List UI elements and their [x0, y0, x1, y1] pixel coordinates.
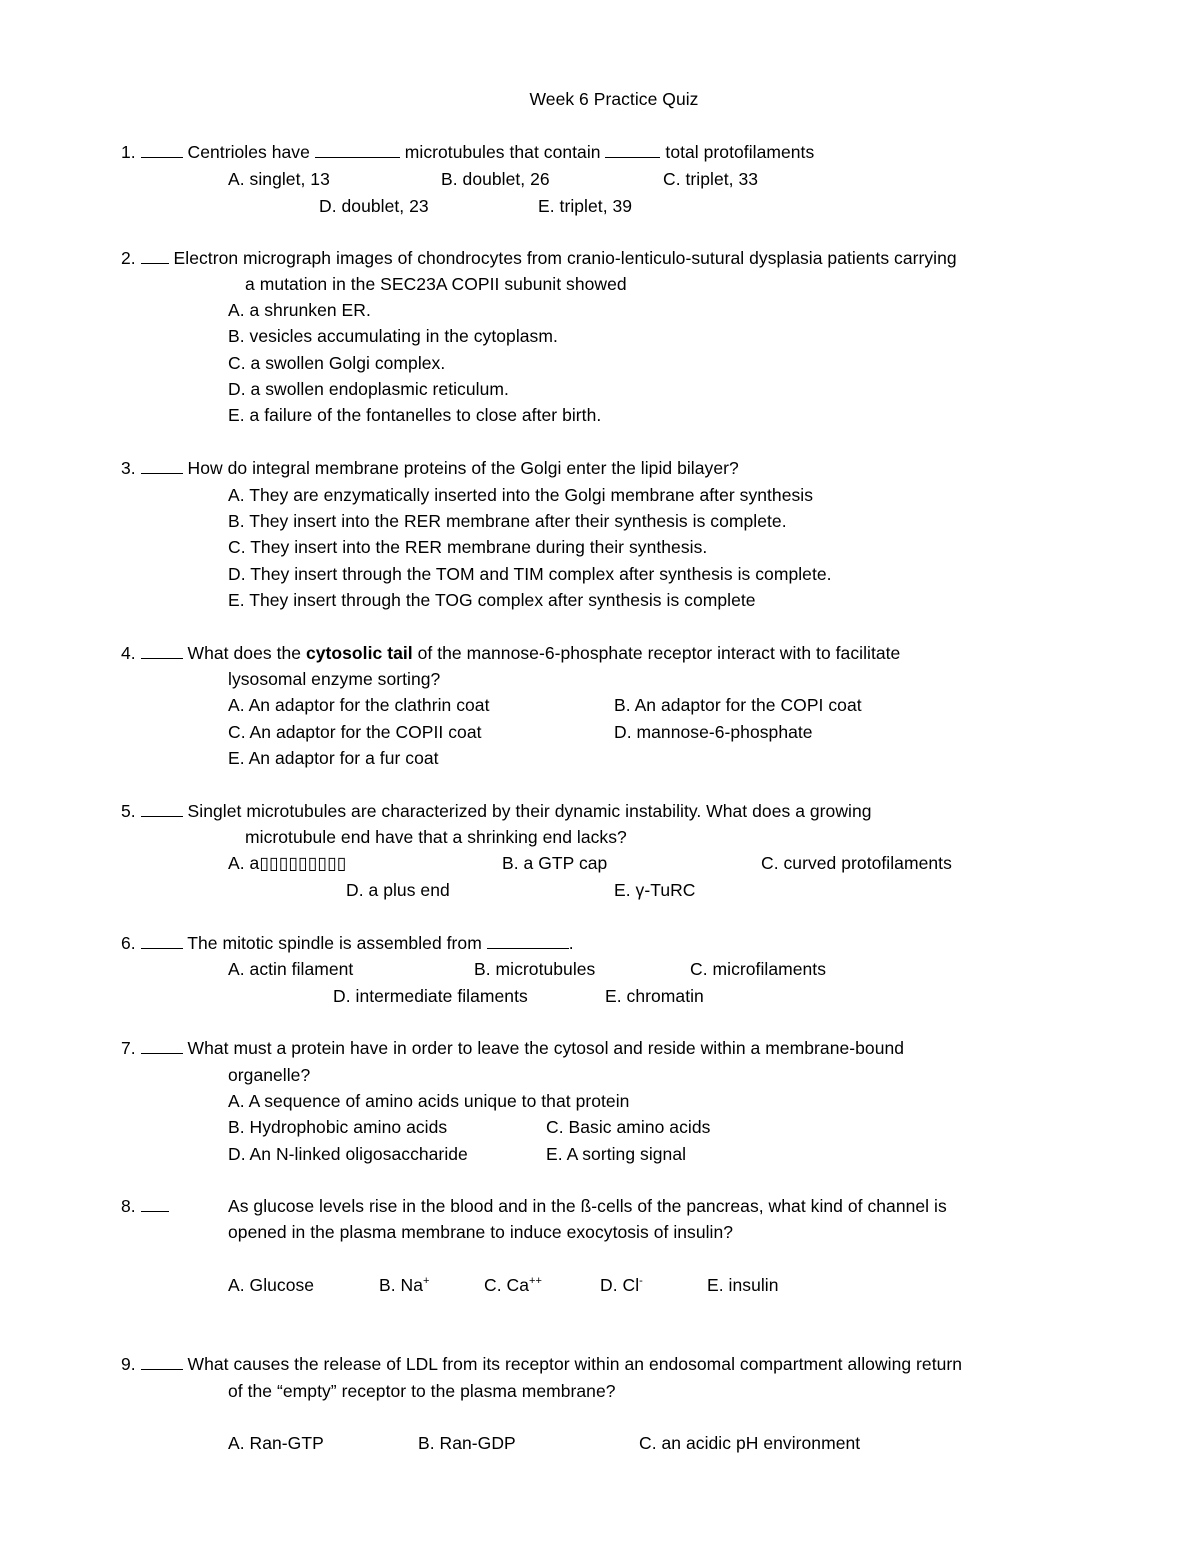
option: C. an acidic pH environment [639, 1433, 861, 1453]
question-3 [121, 457, 739, 479]
question-2 [121, 247, 957, 269]
question-text: Electron micrograph images of chondrocytes from cranio-lenticulo-sutural dysplasia patients carrying [173, 248, 957, 268]
question-text: microtubule end have that a shrinking end lacks? [245, 827, 627, 847]
fill-blank [487, 933, 569, 949]
question-text: opened in the plasma membrane to induce exocytosis of insulin? [228, 1222, 734, 1242]
question-text: a mutation in the SEC23A COPII subunit showed [245, 274, 627, 294]
question-number: 5. [121, 801, 136, 821]
question-text: of the “empty” receptor to the plasma membrane? [228, 1381, 616, 1401]
answer-blank [141, 1038, 183, 1054]
question-text: Centrioles have [187, 142, 310, 162]
question-text: What must a protein have in order to leave the cytosol and reside within a membrane-bound [187, 1038, 905, 1058]
question-text: microtubules that contain [404, 142, 601, 162]
option: D. They insert through the TOM and TIM complex after synthesis is complete. [228, 564, 832, 584]
superscript: + [423, 1275, 430, 1287]
question-number: 6. [121, 933, 136, 953]
option: B. They insert into the RER membrane after their synthesis is complete. [228, 511, 787, 531]
question-7 [121, 1037, 904, 1059]
superscript: - [639, 1275, 643, 1287]
question-number: 3. [121, 458, 136, 478]
option: B. a GTP cap [502, 853, 608, 873]
option: B. vesicles accumulating in the cytoplasm. [228, 326, 558, 346]
option: A. singlet, 13 [228, 169, 330, 189]
option: C. An adaptor for the COPII coat [228, 722, 482, 742]
option: D. a plus end [346, 880, 450, 900]
question-6 [121, 932, 574, 954]
answer-blank [141, 1354, 183, 1370]
option [379, 1274, 430, 1296]
question-number: 9. [121, 1354, 136, 1374]
question-text: total protofilaments [665, 142, 815, 162]
emphasis-text: cytosolic tail [305, 643, 413, 663]
question-number: 4. [121, 643, 136, 663]
option: C. a swollen Golgi complex. [228, 353, 446, 373]
option: E. insulin [707, 1275, 779, 1295]
option: A. An adaptor for the clathrin coat [228, 695, 490, 715]
page-title: Week 6 Practice Quiz [529, 89, 699, 109]
question-text: What does the [187, 643, 302, 663]
option: D. a swollen endoplasmic reticulum. [228, 379, 509, 399]
option: D. doublet, 23 [319, 196, 429, 216]
question-text: lysosomal enzyme sorting? [228, 669, 441, 689]
question-text: The mitotic spindle is assembled from [187, 933, 482, 953]
option-text: D. Cl [600, 1275, 640, 1295]
question-8 [121, 1195, 169, 1217]
answer-blank [141, 643, 183, 659]
option: E. A sorting signal [546, 1144, 687, 1164]
question-text: Singlet microtubules are characterized by their dynamic instability. What does a growing [187, 801, 872, 821]
option: A. a shrunken ER. [228, 300, 371, 320]
question-text: of the mannose-6-phosphate receptor interact with to facilitate [417, 643, 901, 663]
question-text: organelle? [228, 1065, 311, 1085]
question-text: What causes the release of LDL from its receptor within an endosomal compartment allowing return [187, 1354, 963, 1374]
option-text: B. Na [379, 1275, 424, 1295]
option: E. They insert through the TOG complex after synthesis is complete [228, 590, 756, 610]
option: C. Basic amino acids [546, 1117, 711, 1137]
question-text: How do integral membrane proteins of the Golgi enter the lipid bilayer? [187, 458, 739, 478]
option: C. They insert into the RER membrane during their synthesis. [228, 537, 708, 557]
option: B. Hydrophobic amino acids [228, 1117, 448, 1137]
question-number: 7. [121, 1038, 136, 1058]
option: E. γ-TuRC [614, 880, 696, 900]
option: D. intermediate filaments [333, 986, 528, 1006]
option: B. doublet, 26 [441, 169, 550, 189]
question-text: . [568, 933, 574, 953]
option: B. microtubules [474, 959, 596, 979]
option: A. They are enzymatically inserted into the Golgi membrane after synthesis [228, 485, 814, 505]
fill-blank [315, 142, 400, 158]
question-5 [121, 800, 872, 822]
option: A. A sequence of amino acids unique to that protein [228, 1091, 630, 1111]
option [600, 1274, 643, 1296]
question-9 [121, 1353, 962, 1375]
option: A. a▯▯▯▯▯▯▯▯▯ [228, 853, 347, 873]
option: E. chromatin [605, 986, 704, 1006]
option: D. An N-linked oligosaccharide [228, 1144, 468, 1164]
question-number: 1. [121, 142, 136, 162]
answer-blank [141, 458, 183, 474]
option: B. Ran-GDP [418, 1433, 516, 1453]
option: C. microfilaments [690, 959, 827, 979]
option: B. An adaptor for the COPI coat [614, 695, 862, 715]
option: E. An adaptor for a fur coat [228, 748, 439, 768]
answer-blank [141, 933, 183, 949]
answer-blank [141, 1196, 169, 1212]
option: E. triplet, 39 [538, 196, 633, 216]
fill-blank [605, 142, 660, 158]
superscript: ++ [528, 1275, 542, 1287]
option: C. triplet, 33 [663, 169, 759, 189]
option: D. mannose-6-phosphate [614, 722, 813, 742]
question-4 [121, 642, 900, 664]
option-text: C. Ca [484, 1275, 529, 1295]
question-number: 8. [121, 1196, 136, 1216]
option [484, 1274, 542, 1296]
option: C. curved protofilaments [761, 853, 952, 873]
option: A. Ran-GTP [228, 1433, 324, 1453]
answer-blank [141, 248, 169, 264]
question-text: As glucose levels rise in the blood and in the ß-cells of the pancreas, what kind of channel is [228, 1196, 947, 1216]
answer-blank [141, 142, 183, 158]
option: A. Glucose [228, 1275, 315, 1295]
question-1 [121, 141, 814, 163]
question-number: 2. [121, 248, 136, 268]
option: E. a failure of the fontanelles to close after birth. [228, 405, 602, 425]
answer-blank [141, 801, 183, 817]
option: A. actin filament [228, 959, 354, 979]
